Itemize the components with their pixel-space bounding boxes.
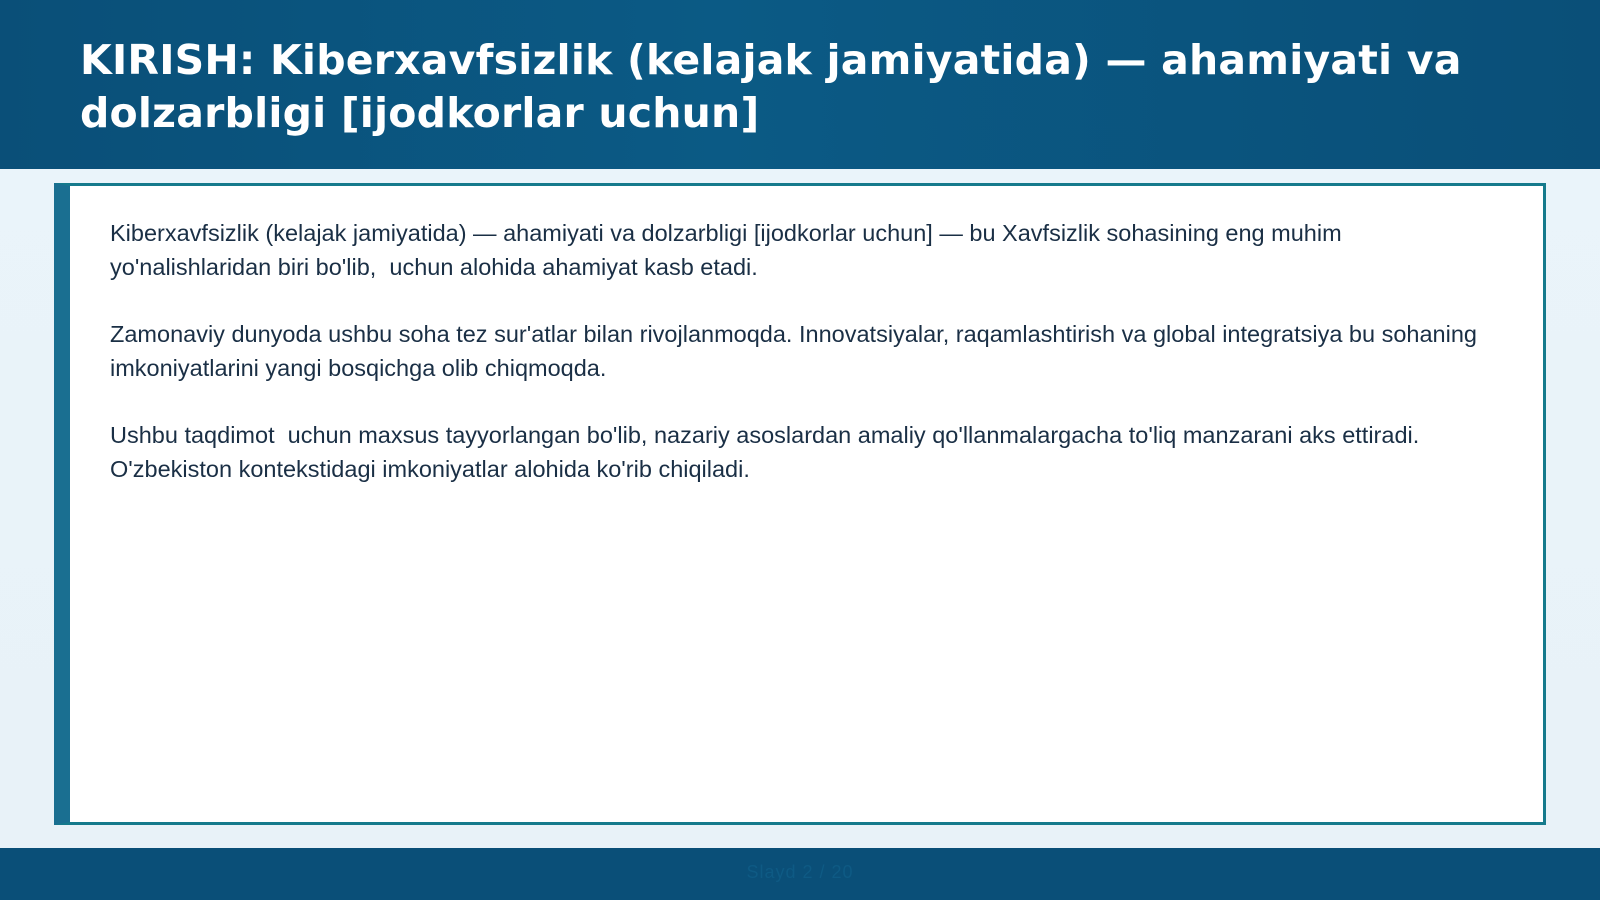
content-paragraph-2: Zamonaviy dunyoda ushbu soha tez sur'atlar bilan rivojlanmoqda. Innovatsiyalar, raqamlashtirish va global integratsiya bu sohaning imkoniyatlarini yangi bosqichga olib chiqmoqda.	[110, 321, 1484, 381]
content-box	[54, 183, 1546, 825]
slide-number: Slayd 2 / 20	[746, 862, 854, 882]
content-paragraph-1: Kiberxavfsizlik (kelajak jamiyatida) — ahamiyati va dolzarbligi [ijodkorlar uchun] — bu Xavfsizlik sohasining eng muhim yo'nalishlaridan biri bo'lib, uchun alohida ahamiyat kasb etadi.	[110, 220, 1349, 280]
content-paragraph-3: Ushbu taqdimot uchun maxsus tayyorlangan bo'lib, nazariy asoslardan amaliy qo'llanmalargacha to'liq manzarani aks ettiradi. O'zbekiston kontekstidagi imkoniyatlar alohida ko'rib chiqiladi.	[110, 422, 1426, 482]
slide-footer	[0, 848, 1600, 900]
slide-title: KIRISH: Kiberxavfsizlik (kelajak jamiyatida) — ahamiyati va dolzarbligi [ijodkorlar uchun]	[80, 36, 1462, 137]
slide-header	[0, 0, 1600, 169]
